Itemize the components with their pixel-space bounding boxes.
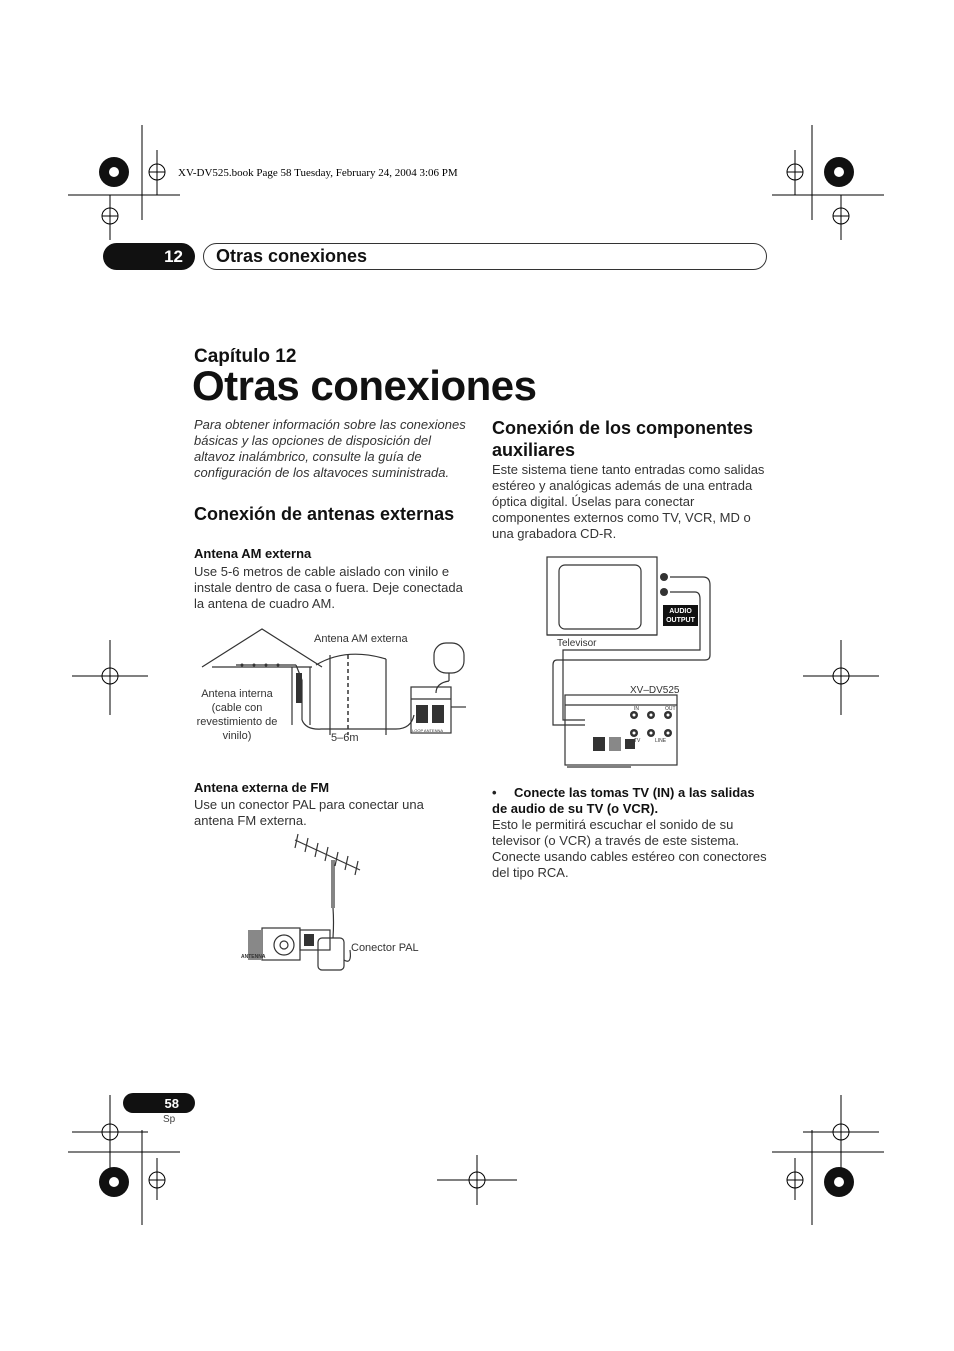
page-number: 58 (123, 1093, 195, 1113)
unit-port-out-label: OUT (665, 706, 676, 712)
tv-connection-diagram (545, 555, 745, 775)
am-antenna-heading: Antena AM externa (194, 546, 312, 561)
bullet-icon: • (492, 785, 497, 800)
intro-text: Para obtener información sobre las conexiones básicas y las opciones de disposición del altavoz inalámbrico, consulte la guía de configuración de los altavoces suministrada. (194, 417, 466, 480)
cable-length-label: 5–6m (331, 732, 359, 744)
unit-port-in-label: IN (634, 706, 639, 712)
aux-bullet-body: Esto le permitirá escuchar el sonido de su televisor (o VCR) a través de este sistema. Conecte usando cables estéreo con conectores del tipo RCA. (492, 817, 767, 880)
aux-text: Este sistema tiene tanto entradas como salidas estéreo y analógicas además de una entrada óptica digital. Úselas para conectar componentes externos como TV, VCR, MD o una grabadora CD-R. (492, 462, 765, 541)
am-indoor-antenna-label: Antena interna (cable con revestimiento de vinilo) (196, 688, 278, 742)
antennas-heading: Conexión de antenas externas (194, 504, 455, 524)
fm-antenna-text: Use un conector PAL para conectar una antena FM externa. (194, 797, 424, 828)
aux-bullet-text: Conecte las tomas TV (IN) a las salidas de audio de su TV (o VCR). (492, 785, 755, 816)
pal-connector-label: Conector PAL (351, 942, 419, 954)
print-header: XV-DV525.book Page 58 Tuesday, February 24, 2004 3:06 PM (178, 167, 458, 179)
tv-label: Televisor (557, 638, 597, 649)
chapter-label: Capítulo 12 (194, 346, 297, 367)
loop-antenna-terminal-label: LOOP ANTENNA (412, 728, 444, 733)
fm-antenna-heading: Antena externa de FM (194, 780, 330, 795)
aux-bullet-item (492, 785, 767, 817)
fm-antenna-terminal-label: ANTENNA (241, 954, 266, 960)
chapter-title-bar: Otras conexiones (203, 243, 767, 270)
am-antenna-text: Use 5-6 metros de cable aislado con vinilo e instale dentro de casa o fuera. Deje conectada la antena de cuadro AM. (194, 564, 463, 611)
page-title: Otras conexiones (192, 362, 537, 409)
page-language: Sp (163, 1114, 176, 1125)
am-outdoor-antenna-label: Antena AM externa (314, 633, 408, 645)
audio-output-label: AUDIO OUTPUT (663, 605, 698, 626)
aux-heading: Conexión de los componentes auxiliares (492, 418, 754, 460)
unit-label: XV–DV525 (630, 685, 680, 696)
chapter-number-badge: 12 (103, 243, 195, 270)
unit-port-tv-label: TV (634, 738, 641, 744)
unit-port-line-label: LINE (655, 738, 667, 744)
